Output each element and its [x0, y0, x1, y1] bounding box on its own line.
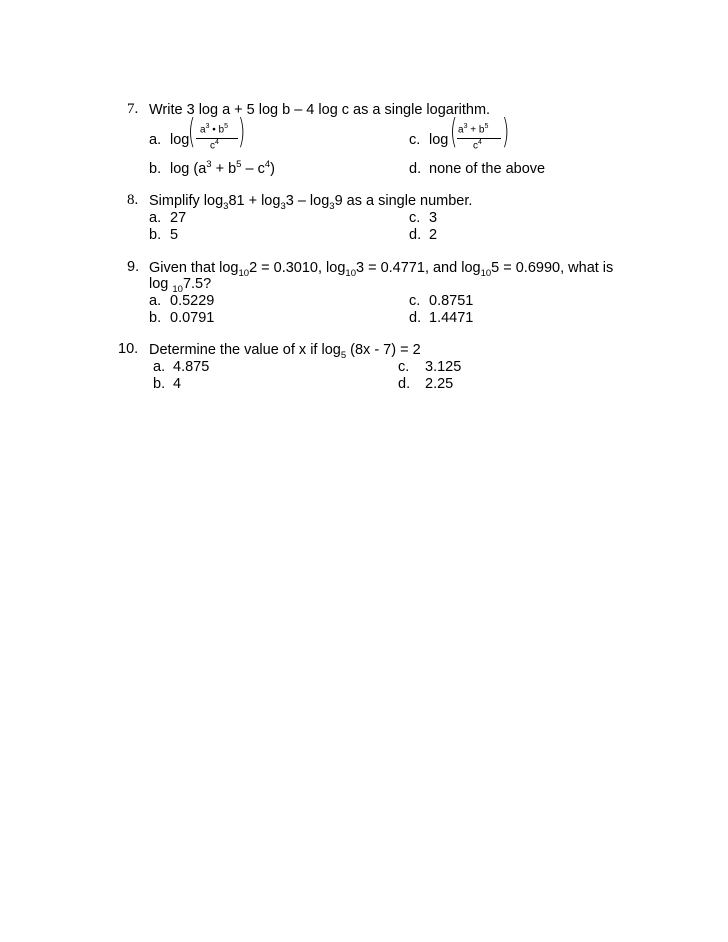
option-letter: c. [409, 210, 421, 226]
question-number: 7. [127, 101, 139, 117]
option-c-text: 3 [429, 210, 438, 226]
fraction-numerator: $a^3 + b^5$ [458, 123, 489, 136]
question-text: Simplify $\log_381 + \log_33 - \log_39$ as a single number. [149, 193, 473, 212]
fraction-denominator: $c^4$ [473, 139, 482, 152]
option-letter: c. [409, 132, 421, 148]
left-paren: ( [449, 112, 458, 152]
question-text-line-1: Given that $\log_{10}2 = 0.3010$, $\log_{10}3 = 0.4771$, and $\log_{10}5 = 0.6990$, what is [149, 260, 614, 279]
fraction-denominator: $c^4$ [210, 139, 219, 152]
option-letter: b. [149, 310, 162, 326]
option-log: log [429, 132, 449, 148]
option-letter: d. [409, 227, 422, 243]
option-d-text: 2 [429, 227, 438, 243]
option-letter: c. [398, 359, 410, 375]
option-b-text: 0.0791 [170, 310, 215, 326]
option-letter: a. [153, 359, 166, 375]
option-letter: d. [409, 310, 422, 326]
option-c-text: 3.125 [425, 359, 462, 375]
option-a-text: 4.875 [173, 359, 210, 375]
fraction-numerator: $a^3$ • $b^5$ [200, 123, 229, 136]
option-c-text: 0.8751 [429, 293, 474, 309]
question-text: Write 3 log a + 5 log b – 4 log c as a single logarithm. [149, 102, 491, 118]
question-number: 8. [127, 192, 139, 208]
right-paren: ) [237, 112, 246, 152]
option-letter: b. [149, 227, 162, 243]
option-letter: a. [149, 132, 162, 148]
question-text-line-2: log $_{10}$7.5? [149, 276, 212, 295]
option-letter: b. [153, 376, 166, 392]
option-letter: d. [409, 161, 422, 177]
option-letter: c. [409, 293, 421, 309]
question-number: 10. [118, 341, 139, 357]
option-b-text: 4 [173, 376, 182, 392]
option-letter: a. [149, 293, 162, 309]
left-paren: ( [187, 112, 196, 152]
option-log: log [170, 132, 190, 148]
option-b-text: $\log (a^3 + b^5 - c^4)$ [170, 159, 275, 177]
option-a-text: 0.5229 [170, 293, 215, 309]
option-d-text: 1.4471 [429, 310, 474, 326]
option-d-text: none of the above [429, 161, 546, 177]
question-text: Determine the value of x if $\log_5 (8x - 7) = 2$ [149, 342, 421, 361]
right-paren: ) [501, 112, 510, 152]
option-letter: d. [398, 376, 411, 392]
option-b-text: 5 [170, 227, 179, 243]
option-letter: a. [149, 210, 162, 226]
option-a-text: 27 [170, 210, 187, 226]
question-number: 9. [127, 259, 140, 275]
option-d-text: 2.25 [425, 376, 454, 392]
option-letter: b. [149, 161, 162, 177]
